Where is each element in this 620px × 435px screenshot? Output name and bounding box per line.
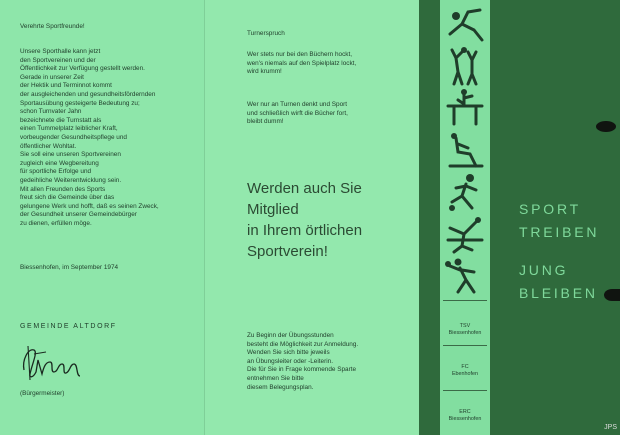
- table-tennis-icon: [442, 88, 488, 130]
- slogan-line: SPORT: [519, 201, 581, 217]
- registration-note: Zu Beginn der Übungsstunden besteht die Möglichkeit zur Anmeldung. Wenden Sie sich bitte jeweils an Übungsleiter oder -Leiterin. Die für Sie in Frage kommende Sparte entnehmen Sie bitte diesem Belegungsplan.: [247, 332, 359, 391]
- greeting: Verehrte Sportfreunde!: [20, 23, 85, 30]
- slogan-line: TREIBEN: [519, 224, 600, 240]
- mayor-signature: [20, 340, 82, 382]
- saying-verse-2: Wer nur an Turnen denkt und Sport und schließlich wirft die Bücher fort, bleibt dumm!: [247, 101, 348, 126]
- club-fc: [443, 345, 487, 388]
- skiing-icon: [442, 214, 488, 256]
- club-abbr: TSV: [459, 323, 471, 329]
- photo-credit: JPS: [604, 424, 617, 431]
- membership-headline: Werden auch Sie Mitglied in Ihrem örtlichen Sportverein!: [247, 180, 363, 260]
- saying-title: Turnerspruch: [247, 30, 285, 37]
- slogan-line: JUNG: [519, 262, 569, 278]
- place-date: Biessenhofen, im September 1974: [20, 264, 119, 271]
- gymnastics-icon: [442, 4, 488, 46]
- volleyball-icon: [442, 46, 488, 88]
- club-place: Ebenhofen: [451, 371, 479, 377]
- club-abbr: FC: [461, 364, 469, 370]
- club-abbr: ERC: [459, 409, 471, 415]
- slogan-line: BLEIBEN: [519, 285, 598, 301]
- punch-hole: [596, 121, 616, 132]
- club-place: Biessenhofen: [448, 330, 482, 336]
- football-icon: [442, 172, 488, 214]
- rowing-icon: [442, 130, 488, 172]
- municipality-name: GEMEINDE ALTDORF: [20, 323, 117, 330]
- signer-role: (Bürgermeister): [20, 390, 65, 397]
- saying-verse-1: Wer stets nur bei den Büchern hockt, wen's niemals auf den Spielplatz lockt, wird krumm!: [247, 51, 357, 76]
- club-place: Biessenhofen: [448, 416, 482, 422]
- club-erc: [443, 390, 487, 433]
- handball-icon: [442, 256, 488, 298]
- club-tsv: [443, 300, 487, 343]
- punch-hole: [604, 289, 620, 301]
- welcome-letter-body: Unsere Sporthalle kann jetzt den Sportvereinen und der Öffentlichkeit zur Verfügung gestellt werden. Gerade in unserer Zeit der Hektik und Terminnot kommt der ausgleichenden und gesundheitsfördernden Sportausübung gesteigerte Bedeutung zu; schon Turnvater Jahn bezeichnete die Turnstatt als einen Tummelplatz leiblicher Kraft, vorbeugender Gesundheitspflege und öffentlicher Wohltat. Sie soll eine unseren Sportvereinen zugleich eine Wegbereitung für sportliche Erfolge und gedeihliche Weiterentwicklung sein. Mit allen Freunden des Sports freut sich die Gemeinde über das gelungene Werk und hofft, daß es seinen Zweck, der Gesundheit unserer Gemeindebürger zu dienen, erfüllen möge.: [20, 48, 159, 227]
- pictogram-strip: [440, 0, 490, 435]
